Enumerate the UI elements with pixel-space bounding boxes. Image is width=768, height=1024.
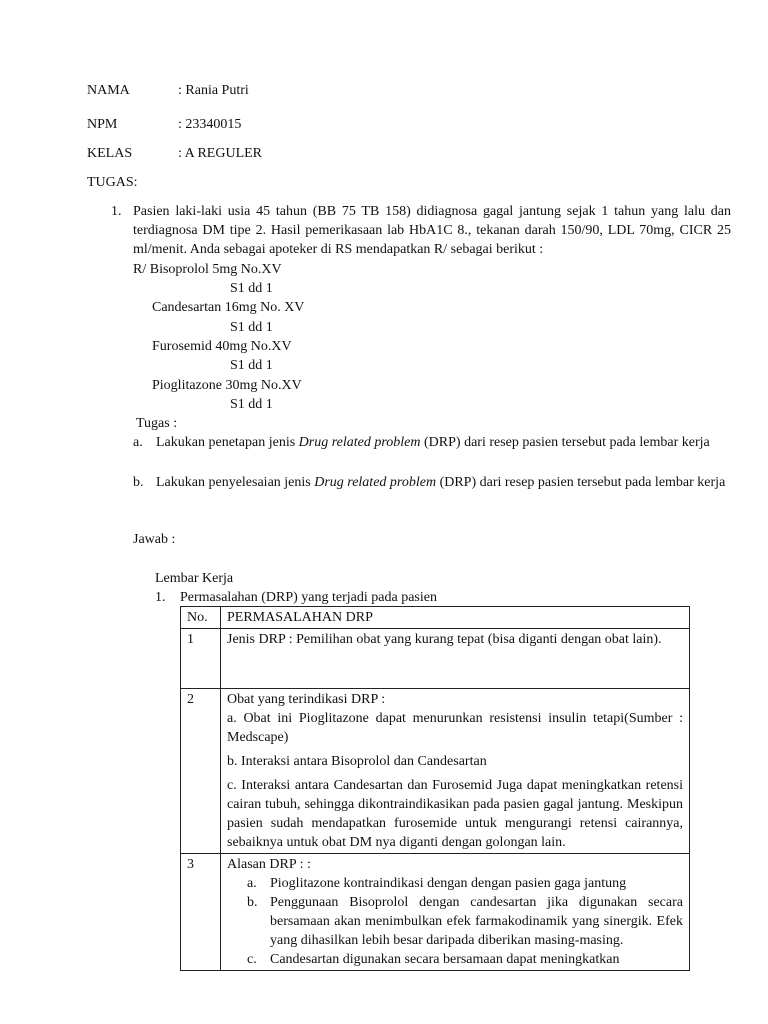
header-problem: PERMASALAHAN DRP [221,607,690,629]
row-2-item-a: a. Obat ini Pioglitazone dapat menurunkan resistensi insulin tetapi(Sumber : Medscape) [227,711,683,745]
npm-label: NPM [87,117,118,132]
rx-drug-4: Pioglitazone 30mg No.XV [152,378,302,393]
rx-drug-1: R/ Bisoprolol 5mg No.XV [133,262,282,277]
npm-value: : 23340015 [178,117,242,132]
table-header-row [181,607,690,629]
row-3-list [227,874,683,969]
kelas-label: KELAS [87,146,133,161]
row-2-content [221,689,690,854]
rx-dose-2: S1 dd 1 [230,320,273,335]
row-2-item-c: c. Interaksi antara Candesartan dan Furosemid Juga dapat meningkatkan retensi cairan tubuh, sehingga dikontraindikasikan pada pasien gagal jantung. Meskipun pasien sudah mendapatkan furosemide untuk mengurangi retensi cairannya, sebaiknya untuk obat DM nya diganti dengan golongan lain. [227,778,683,850]
rx-dose-1: S1 dd 1 [230,281,273,296]
task-b-text: Lakukan penyelesaian jenis Drug related problem (DRP) dari resep pasien tersebut pada lembar kerja [156,475,726,490]
rx-dose-3: S1 dd 1 [230,358,273,373]
row-2-title: Obat yang terindikasi DRP : [227,692,386,707]
kelas-value: : A REGULER [178,146,263,161]
list-item: b. Penggunaan Bisoprolol dengan candesartan jika digunakan secara bersamaan akan menimbulkan efek farmakodinamik yang sinergik. Efek yang dihasilkan lebih besar daripada diberikan masing-masing. [247,895,683,948]
section-number: 1. [155,590,166,605]
task-b-marker: b. [133,475,144,490]
task-a-marker: a. [133,435,143,450]
question-text: Pasien laki-laki usia 45 tahun (BB 75 TB 158) didiagnosa gagal jantung sejak 1 tahun yang lalu dan terdiagnosa DM tipe 2. Hasil pemerikasaan lab HbA1C 8., tekanan darah 150/90, LDL 70mg, CICR 25 ml/menit. Anda sebagai apoteker di RS mendapatkan R/ sebagai berikut : [133,204,731,257]
rx-drug-3: Furosemid 40mg No.XV [152,339,292,354]
table-row [181,854,690,971]
question-number: 1. [111,204,122,219]
drp-table [180,606,690,971]
table-row [181,629,690,689]
nama-value: : Rania Putri [178,83,249,98]
tugas-heading: TUGAS: [87,175,138,190]
table-row [181,689,690,854]
section-title: Permasalahan (DRP) yang terjadi pada pasien [180,590,437,605]
row-3-title: Alasan DRP : : [227,857,311,872]
jawab-label: Jawab : [133,532,176,547]
row-1-no: 1 [181,629,221,689]
tasks-heading: Tugas : [136,416,178,431]
row-3-no: 3 [181,854,221,971]
rx-dose-4: S1 dd 1 [230,397,273,412]
row-1-text: Jenis DRP : Pemilihan obat yang kurang tepat (bisa diganti dengan obat lain). [221,629,690,689]
header-no: No. [181,607,221,629]
row-3-content [221,854,690,971]
list-item: c. Candesartan digunakan secara bersamaan dapat meningkatkan [247,952,620,967]
row-2-item-b: b. Interaksi antara Bisoprolol dan Candesartan [227,754,487,769]
nama-label: NAMA [87,83,130,98]
rx-drug-2: Candesartan 16mg No. XV [152,300,305,315]
task-a-text: Lakukan penetapan jenis Drug related problem (DRP) dari resep pasien tersebut pada lembar kerja [156,435,710,450]
list-item: a. Pioglitazone kontraindikasi dengan dengan pasien gaga jantung [247,876,627,891]
lembar-kerja-label: Lembar Kerja [155,571,234,586]
row-2-no: 2 [181,689,221,854]
